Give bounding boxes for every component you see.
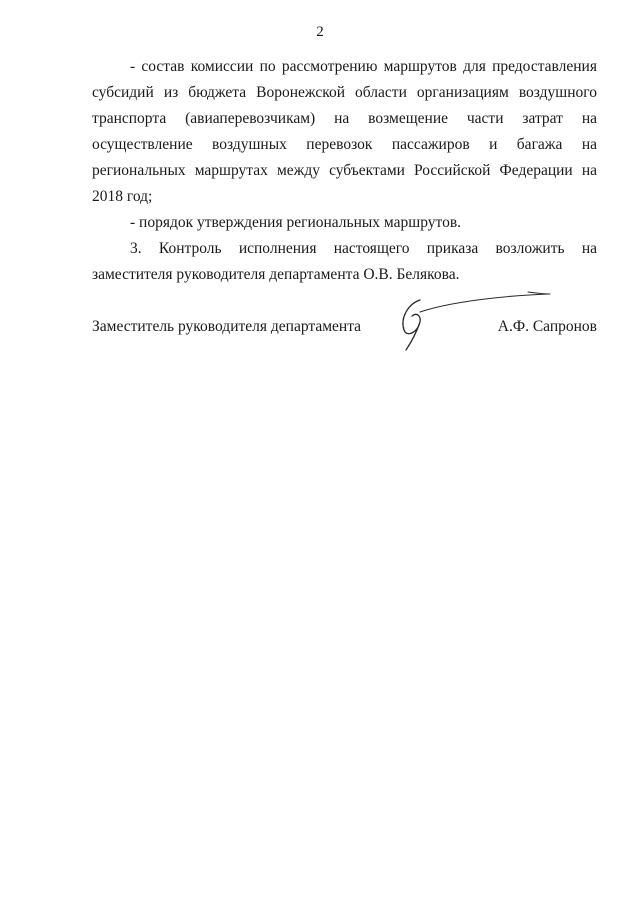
signer-position: Заместитель руководителя департамента [92, 318, 362, 335]
document-body [92, 54, 597, 288]
signature-stroke [403, 300, 420, 350]
page-number: 2 [316, 24, 324, 40]
signature-block [92, 282, 597, 352]
paragraph-routes-order: - порядок утверждения региональных маршрутов. [130, 214, 462, 231]
signature-tail [420, 292, 550, 312]
paragraph-commission: - состав комиссии по рассмотрению маршрутов для предоставления субсидий из бюджета Воронежской области организациям воздушного транспорта (авиаперевозчикам) на возмещение части затрат на осуществление воздушных перевозок пассажиров и багажа на региональных маршрутах между субъектами Российской Федерации на 2018 год; [92, 58, 597, 205]
signer-name: А.Ф. Сапронов [497, 318, 597, 335]
paragraph-control: 3. Контроль исполнения настоящего приказа возложить на заместителя руководителя департамента О.В. Белякова. [92, 240, 597, 283]
handwritten-signature-icon [390, 282, 560, 352]
